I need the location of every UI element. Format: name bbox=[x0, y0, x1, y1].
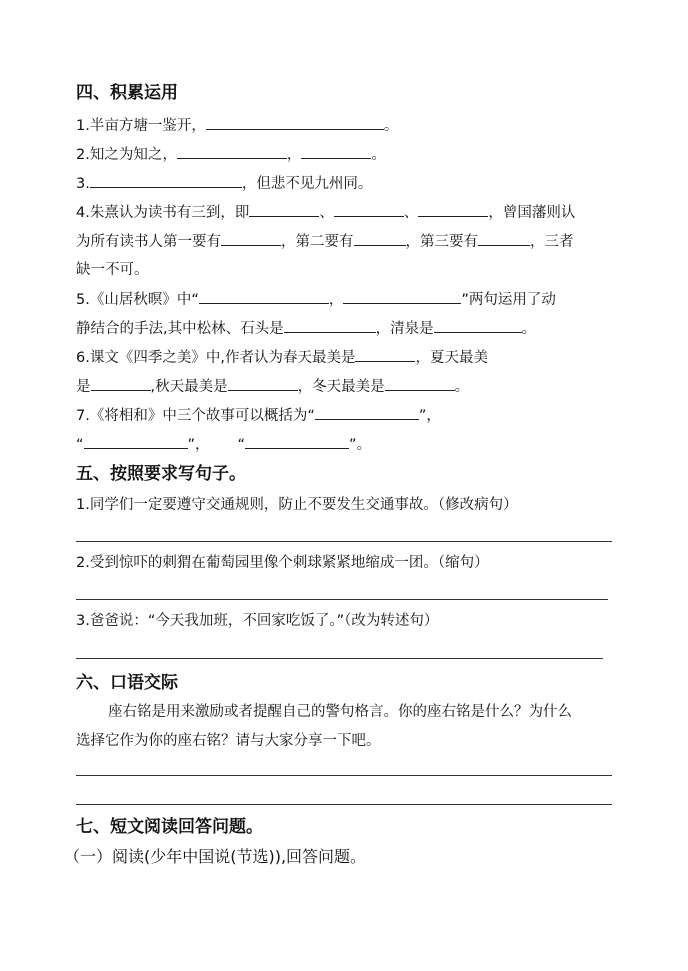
answer-blank[interactable] bbox=[301, 144, 371, 159]
question-4-6-line-2: 是 ,秋天最美是 ，冬天最美是 。 bbox=[76, 376, 469, 397]
answer-blank[interactable] bbox=[478, 231, 530, 246]
question-4-5-line-2: 静结合的手法,其中松林、石头是 ，清泉是 。 bbox=[76, 318, 536, 339]
question-4-4-line-1: 4.朱熹认为读书有三到，即 、 、 ，曾国藩则认 bbox=[76, 202, 575, 223]
answer-blank[interactable] bbox=[221, 231, 281, 246]
answer-blank[interactable] bbox=[355, 347, 415, 362]
question-4-3: 3. ，但悲不见九州同。 bbox=[76, 173, 372, 194]
section-5-title: 五、按照要求写句子。 bbox=[76, 464, 246, 484]
section-7-title: 七、短文阅读回答问题。 bbox=[76, 817, 263, 837]
answer-blank[interactable] bbox=[91, 376, 151, 391]
section-6-title: 六、口语交际 bbox=[76, 673, 178, 693]
answer-blank[interactable] bbox=[315, 405, 419, 420]
answer-blank[interactable] bbox=[343, 289, 461, 304]
section-4-title: 四、积累运用 bbox=[76, 83, 178, 103]
answer-blank[interactable] bbox=[385, 376, 455, 391]
answer-blank[interactable] bbox=[245, 434, 349, 449]
question-5-2: 2.受到惊吓的刺猬在葡萄园里像个刺球紧紧地缩成一团。（缩句） bbox=[76, 555, 489, 571]
answer-blank[interactable] bbox=[249, 202, 319, 217]
answer-blank[interactable] bbox=[206, 115, 384, 130]
section-7-subtitle: （一）阅读(少年中国说(节选)),回答问题。 bbox=[64, 847, 367, 866]
question-4-7-line-1: 7.《将相和》中三个故事可以概括为“ ”， bbox=[76, 405, 441, 426]
question-4-5-line-1: 5.《山居秋暝》中“ ， ”两句运用了动 bbox=[76, 289, 556, 310]
question-4-1: 1.半亩方塘一鉴开， 。 bbox=[76, 115, 398, 136]
answer-line[interactable] bbox=[76, 541, 612, 542]
question-4-6-line-1: 6.课文《四季之美》中,作者认为春天最美是 ，夏天最美 bbox=[76, 347, 488, 368]
answer-blank[interactable] bbox=[284, 318, 376, 333]
section-6-paragraph-line-2: 选择它作为你的座右铭？请与大家分享一下吧。 bbox=[76, 733, 381, 749]
question-5-1: 1.同学们一定要遵守交通规则，防止不要发生交通事故。（修改病句） bbox=[76, 497, 518, 513]
answer-line[interactable] bbox=[76, 804, 612, 805]
section-6-paragraph-line-1: 座右铭是用来激励或者提醒自己的警句格言。你的座右铭是什么？为什么 bbox=[108, 704, 572, 720]
question-5-3: 3.爸爸说：“今天我加班，不回家吃饭了。”（改为转述句） bbox=[76, 613, 439, 629]
answer-blank[interactable] bbox=[228, 376, 298, 391]
answer-blank[interactable] bbox=[334, 202, 404, 217]
answer-line[interactable] bbox=[76, 775, 612, 776]
question-4-7-line-2: “ ”， “ ”。 bbox=[76, 434, 371, 455]
answer-blank[interactable] bbox=[354, 231, 406, 246]
answer-blank[interactable] bbox=[90, 173, 242, 188]
answer-blank[interactable] bbox=[418, 202, 488, 217]
answer-blank[interactable] bbox=[84, 434, 188, 449]
question-4-2: 2.知之为知之， ， 。 bbox=[76, 144, 386, 165]
answer-line[interactable] bbox=[76, 658, 603, 659]
answer-blank[interactable] bbox=[434, 318, 522, 333]
answer-blank[interactable] bbox=[199, 289, 329, 304]
answer-blank[interactable] bbox=[177, 144, 287, 159]
answer-line[interactable] bbox=[76, 599, 608, 600]
question-4-4-line-2: 为所有读书人第一要有 ，第二要有 ，第三要有 ，三者 bbox=[76, 231, 574, 252]
question-4-4-line-3: 缺一不可。 bbox=[76, 262, 149, 278]
